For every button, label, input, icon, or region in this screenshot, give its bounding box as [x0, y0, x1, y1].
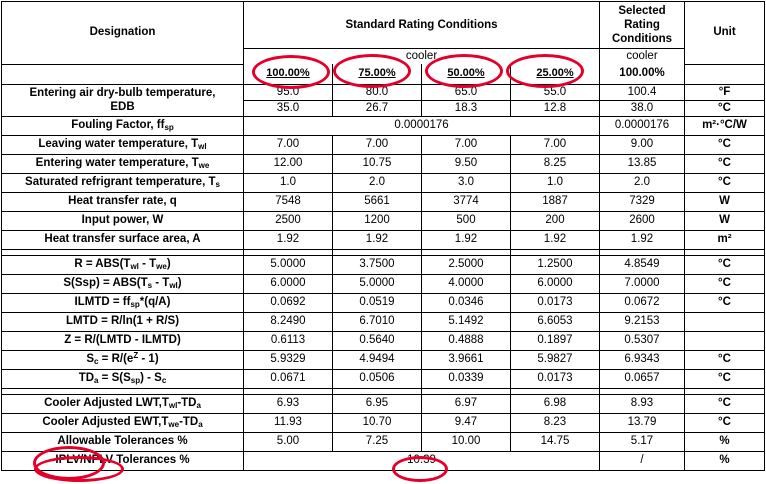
- value-100: 0.0692: [244, 293, 333, 312]
- formula-row-ilmtd: [2, 293, 765, 312]
- edb-label-1: Entering air dry-bulb temperature,: [29, 87, 216, 99]
- value-selected: 7329: [600, 192, 685, 211]
- value-25: 200: [511, 211, 600, 230]
- value-selected: 7.0000: [600, 274, 685, 293]
- formula-row-sc: [2, 350, 765, 369]
- value-25: 8.25: [511, 154, 600, 173]
- edb-c-75: 26.7: [333, 100, 422, 116]
- value-50: 3.9661: [422, 350, 511, 369]
- data-row: [2, 192, 765, 211]
- value-selected: 0.0672: [600, 293, 685, 312]
- value-50: 3.0: [422, 173, 511, 192]
- row-unit: m²: [685, 230, 765, 249]
- iplv-row: [2, 451, 765, 470]
- edb-label-2: EDB: [110, 101, 135, 113]
- selected-conditions-header: [600, 2, 685, 49]
- value-75: 7.25: [333, 432, 422, 451]
- value-25: 5.9827: [511, 350, 600, 369]
- pct-75: 75.00%: [358, 67, 396, 80]
- formula-row-s: [2, 274, 765, 293]
- formula-ilmtd-3: *(q/A): [139, 296, 171, 308]
- row-unit: °C: [685, 293, 765, 312]
- lwt-l3: -TD: [177, 397, 197, 409]
- value-50: 1.92: [422, 230, 511, 249]
- formula-s-3: - T: [152, 277, 170, 289]
- edb-unit-c: °C: [685, 100, 765, 116]
- value-25: 1887: [511, 192, 600, 211]
- edb-f-50: 65.0: [422, 84, 511, 100]
- value-100: 12.00: [244, 154, 333, 173]
- value-selected: 1.92: [600, 230, 685, 249]
- value-selected: 8.93: [600, 394, 685, 413]
- value-100: 6.0000: [244, 274, 333, 293]
- formula-s-4: wl: [169, 281, 178, 290]
- value-50: 4.0000: [422, 274, 511, 293]
- formula-r-2: wl: [130, 262, 139, 271]
- value-selected: 9.00: [600, 135, 685, 154]
- row-unit: %: [685, 432, 765, 451]
- edb-row-f: [2, 84, 765, 100]
- data-row: [2, 211, 765, 230]
- value-75: 7.00: [333, 135, 422, 154]
- ewt-l1: Cooler Adjusted EWT,T: [42, 416, 169, 428]
- fouling-unit: m²·°C/W: [685, 116, 765, 135]
- value-25: 7.00: [511, 135, 600, 154]
- value-25: 0.1897: [511, 331, 600, 350]
- formula-row-z: [2, 331, 765, 350]
- lwt-l1: Cooler Adjusted LWT,T: [44, 397, 169, 409]
- value-75: 2.0: [333, 173, 422, 192]
- value-100: 5.0000: [244, 255, 333, 274]
- row-label: Heat transfer surface area, A: [2, 230, 244, 249]
- iplv-label: IPLV/NPLV Tolerances %: [2, 451, 244, 470]
- selected-line-3: Conditions: [611, 33, 673, 45]
- edb-f-selected: 100.4: [600, 84, 685, 100]
- value-25: 6.6053: [511, 312, 600, 331]
- edb-c-100: 35.0: [244, 100, 333, 116]
- pct-100: 100.00%: [266, 67, 310, 80]
- formula-lmtd: LMTD = R/ln(1 + R/S): [2, 312, 244, 331]
- cooler-label: cooler: [244, 49, 600, 65]
- edb-unit-f: °F: [685, 84, 765, 100]
- formula-sc-4: Z: [133, 351, 139, 360]
- value-50: 0.0346: [422, 293, 511, 312]
- row-unit: °C: [685, 135, 765, 154]
- formula-tda-3: = S(S: [98, 372, 131, 384]
- rating-table: [1, 1, 765, 471]
- value-25: 0.0173: [511, 293, 600, 312]
- row-label: Leaving water temperature, $T_{wl}$: [2, 135, 244, 154]
- value-100: 7.00: [244, 135, 333, 154]
- formula-tda-5: ) - S: [140, 372, 162, 384]
- value-25: 6.0000: [511, 274, 600, 293]
- value-100: 1.0: [244, 173, 333, 192]
- value-50: 2.5000: [422, 255, 511, 274]
- edb-f-25: 55.0: [511, 84, 600, 100]
- value-100: 5.9329: [244, 350, 333, 369]
- value-50: 10.00: [422, 432, 511, 451]
- adjusted-ewt-label: [2, 413, 244, 432]
- row-unit: °C: [685, 350, 765, 369]
- row-label: Input power, W: [2, 211, 244, 230]
- value-75: 5661: [333, 192, 422, 211]
- formula-tda: [2, 369, 244, 388]
- value-25: 1.0: [511, 173, 600, 192]
- formula-sc-5: - 1): [138, 353, 159, 365]
- edb-f-100: 95.0: [244, 84, 333, 100]
- data-row: [2, 135, 765, 154]
- value-selected: 0.5307: [600, 331, 685, 350]
- formula-r: [2, 255, 244, 274]
- formula-ilmtd-1: ILMTD = ff: [74, 296, 131, 308]
- value-selected: 2.0: [600, 173, 685, 192]
- value-100: 0.0671: [244, 369, 333, 388]
- formula-r-1: R = ABS(T: [74, 258, 131, 270]
- row-unit: °C: [685, 173, 765, 192]
- formula-s: [2, 274, 244, 293]
- value-50: 0.0339: [422, 369, 511, 388]
- fouling-selected: 0.0000176: [600, 116, 685, 135]
- formula-row-r: [2, 255, 765, 274]
- value-75: 0.0519: [333, 293, 422, 312]
- value-75: 0.5640: [333, 331, 422, 350]
- formula-tda-2: a: [94, 376, 99, 385]
- row-unit: °C: [685, 255, 765, 274]
- edb-c-selected: 38.0: [600, 100, 685, 116]
- value-75: 6.95: [333, 394, 422, 413]
- formula-tda-6: c: [161, 376, 167, 385]
- selected-line-2: Rating: [624, 19, 660, 31]
- pct-25: 25.00%: [536, 67, 574, 80]
- value-75: 1200: [333, 211, 422, 230]
- value-75: 10.70: [333, 413, 422, 432]
- value-50: 3774: [422, 192, 511, 211]
- row-unit: °C: [685, 394, 765, 413]
- ewt-l3: -TD: [179, 416, 199, 428]
- value-75: 10.75: [333, 154, 422, 173]
- pct-selected: 100.00%: [600, 64, 685, 84]
- iplv-selected: /: [600, 451, 685, 470]
- row-unit: [685, 312, 765, 331]
- value-50: 6.97: [422, 394, 511, 413]
- value-100: 6.93: [244, 394, 333, 413]
- data-row: [2, 173, 765, 192]
- formula-sc-1: S: [86, 353, 95, 365]
- adjusted-lwt-label: [2, 394, 244, 413]
- value-50: 9.47: [422, 413, 511, 432]
- value-selected: 9.2153: [600, 312, 685, 331]
- designation-header: Designation: [2, 2, 244, 65]
- value-50: 5.1492: [422, 312, 511, 331]
- value-25: 6.98: [511, 394, 600, 413]
- fouling-label-text: Fouling Factor, ff: [71, 119, 165, 131]
- value-selected: 13.79: [600, 413, 685, 432]
- row-unit: °C: [685, 413, 765, 432]
- formula-s-1: S(Ssp) = ABS(T: [63, 277, 148, 289]
- formula-s-5: ): [177, 277, 182, 289]
- edb-c-50: 18.3: [422, 100, 511, 116]
- formula-sc-2: c: [94, 357, 99, 366]
- value-75: 4.9494: [333, 350, 422, 369]
- allowable-tolerances-label: Allowable Tolerances %: [2, 432, 244, 451]
- fouling-std: 0.0000176: [244, 116, 600, 135]
- fouling-label-sub: sp: [164, 123, 174, 132]
- data-row: [2, 230, 765, 249]
- allowable-tolerances-row: [2, 432, 765, 451]
- value-100: 0.6113: [244, 331, 333, 350]
- value-25: 14.75: [511, 432, 600, 451]
- value-75: 0.0506: [333, 369, 422, 388]
- value-25: 1.92: [511, 230, 600, 249]
- unit-header: Unit: [685, 2, 765, 65]
- fouling-label: [2, 116, 244, 135]
- value-100: 7548: [244, 192, 333, 211]
- data-row: [2, 154, 765, 173]
- row-unit: °C: [685, 154, 765, 173]
- value-selected: 5.17: [600, 432, 685, 451]
- adjusted-ewt-row: [2, 413, 765, 432]
- row-label: Entering water temperature, $T_{we}$: [2, 154, 244, 173]
- row-unit: W: [685, 192, 765, 211]
- standard-conditions-header: Standard Rating Conditions: [244, 2, 600, 49]
- value-50: 9.50: [422, 154, 511, 173]
- value-50: 0.4888: [422, 331, 511, 350]
- value-75: 1.92: [333, 230, 422, 249]
- row-unit: [685, 331, 765, 350]
- formula-sc: [2, 350, 244, 369]
- formula-row-tda: [2, 369, 765, 388]
- value-75: 6.7010: [333, 312, 422, 331]
- selected-line-1: Selected: [618, 5, 666, 17]
- edb-f-75: 80.0: [333, 84, 422, 100]
- value-50: 7.00: [422, 135, 511, 154]
- fouling-row: [2, 116, 765, 135]
- edb-c-25: 12.8: [511, 100, 600, 116]
- iplv-unit: %: [685, 451, 765, 470]
- formula-r-3: - T: [138, 258, 157, 270]
- value-selected: 13.85: [600, 154, 685, 173]
- formula-tda-1: TD: [78, 372, 95, 384]
- iplv-std: 10.39: [244, 451, 600, 470]
- formula-sc-3: = R/(e: [98, 353, 134, 365]
- value-selected: 6.9343: [600, 350, 685, 369]
- row-label: Saturated refrigrant temperature, $T_s$: [2, 173, 244, 192]
- lwt-l4: a: [196, 401, 201, 410]
- formula-tda-4: sp: [130, 376, 141, 385]
- value-selected: 4.8549: [600, 255, 685, 274]
- adjusted-lwt-row: [2, 394, 765, 413]
- ewt-l2: we: [168, 420, 180, 429]
- value-75: 3.7500: [333, 255, 422, 274]
- formula-z: Z = R/(LMTD - ILMTD): [2, 331, 244, 350]
- value-100: 1.92: [244, 230, 333, 249]
- value-100: 11.93: [244, 413, 333, 432]
- value-100: 2500: [244, 211, 333, 230]
- formula-r-5: ): [166, 258, 171, 270]
- value-selected: 0.0657: [600, 369, 685, 388]
- formula-ilmtd-2: sp: [130, 300, 140, 309]
- formula-s-2: s: [147, 281, 153, 290]
- value-selected: 2600: [600, 211, 685, 230]
- row-unit: W: [685, 211, 765, 230]
- cooler-label-selected: cooler: [600, 49, 685, 65]
- value-25: 0.0173: [511, 369, 600, 388]
- lwt-l2: wl: [168, 401, 178, 410]
- pct-50: 50.00%: [447, 67, 485, 80]
- ewt-l4: a: [198, 420, 203, 429]
- formula-ilmtd: [2, 293, 244, 312]
- value-25: 1.2500: [511, 255, 600, 274]
- formula-r-4: we: [156, 262, 167, 271]
- value-100: 5.00: [244, 432, 333, 451]
- value-25: 8.23: [511, 413, 600, 432]
- row-unit: °C: [685, 369, 765, 388]
- row-unit: °C: [685, 274, 765, 293]
- edb-label: [2, 84, 244, 116]
- value-50: 500: [422, 211, 511, 230]
- value-75: 5.0000: [333, 274, 422, 293]
- row-label: Heat transfer rate, q: [2, 192, 244, 211]
- formula-row-lmtd: [2, 312, 765, 331]
- value-100: 8.2490: [244, 312, 333, 331]
